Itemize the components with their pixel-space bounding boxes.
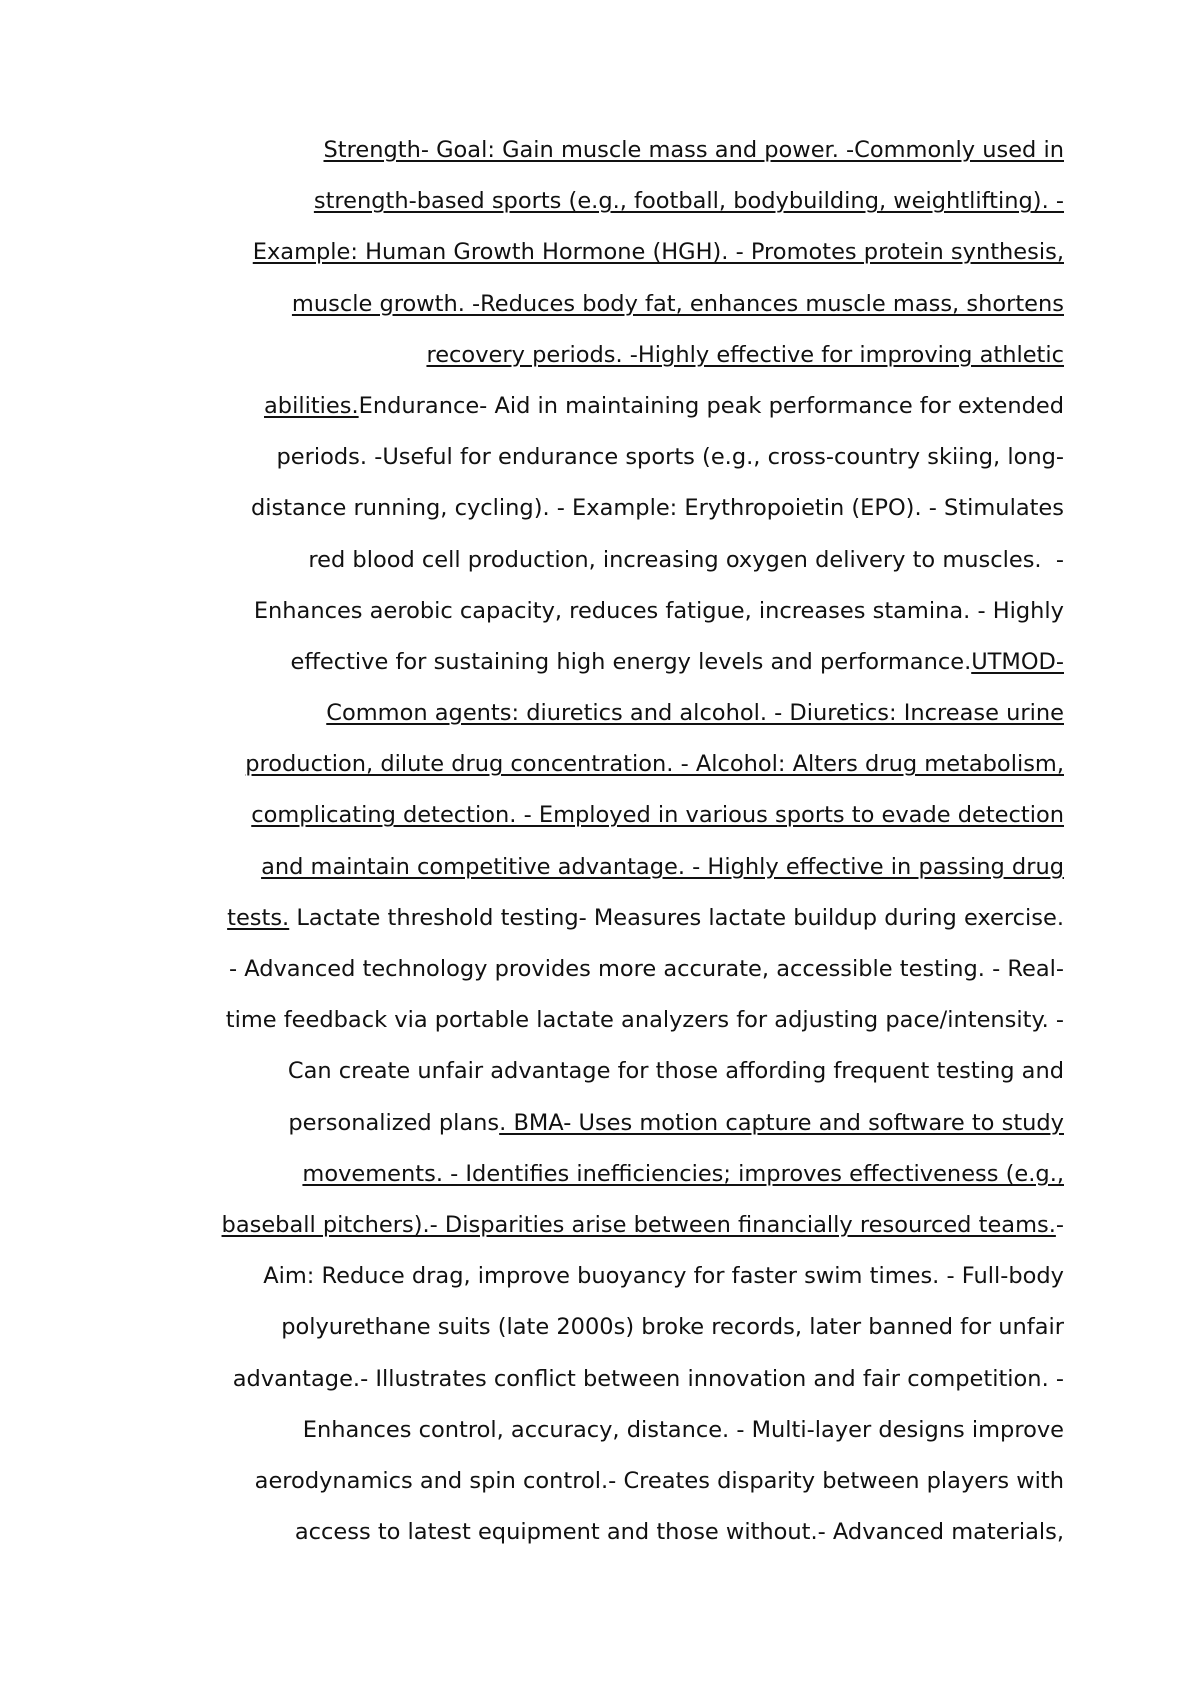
text-run: aerodynamics and spin control.- Creates disparity between players with	[254, 1467, 1064, 1494]
underlined-text: muscle growth. -Reduces body fat, enhances muscle mass, shortens	[291, 290, 1064, 317]
text-line	[140, 1315, 1064, 1366]
text-line	[140, 1469, 1064, 1520]
text-line	[140, 496, 1064, 547]
underlined-text: Common agents: diuretics and alcohol. - Diuretics: Increase urine	[326, 700, 1064, 727]
text-line	[140, 1520, 1064, 1571]
text-run: distance running, cycling). - Example: Erythropoietin (EPO). - Stimulates	[250, 495, 1064, 522]
text-line	[140, 138, 1064, 189]
text-line	[140, 1418, 1064, 1469]
underlined-text: and maintain competitive advantage. - Highly effective in passing drug	[261, 853, 1064, 880]
text-line	[140, 1213, 1064, 1264]
text-line	[140, 240, 1064, 291]
text-line	[140, 906, 1064, 957]
text-run: personalized plans	[288, 1109, 500, 1136]
text-run: Enhances aerobic capacity, reduces fatigue, increases stamina. - Highly	[253, 597, 1064, 624]
text-line	[140, 599, 1064, 650]
underlined-text: production, dilute drug concentration. - Alcohol: Alters drug metabolism,	[245, 751, 1064, 778]
text-run: advantage.- Illustrates conflict between innovation and fair competition. -	[232, 1365, 1064, 1392]
text-line	[140, 701, 1064, 752]
text-line	[140, 803, 1064, 854]
text-line	[140, 1008, 1064, 1059]
text-line	[140, 1264, 1064, 1315]
text-run: time feedback via portable lactate analyzers for adjusting pace/intensity. -	[225, 1007, 1064, 1034]
text-run: red blood cell production, increasing oxygen delivery to muscles. -	[308, 546, 1064, 573]
text-run: Can create unfair advantage for those affording frequent testing and	[287, 1058, 1064, 1085]
text-run: effective for sustaining high energy levels and performance.	[290, 648, 972, 675]
text-line	[140, 394, 1064, 445]
text-run: access to latest equipment and those without.- Advanced materials,	[294, 1519, 1064, 1546]
underlined-text: . BMA- Uses motion capture and software to study	[499, 1109, 1064, 1136]
text-line	[140, 445, 1064, 496]
text-run: Endurance- Aid in maintaining peak performance for extended	[358, 392, 1064, 419]
text-line	[140, 1162, 1064, 1213]
text-line	[140, 752, 1064, 803]
text-line	[140, 343, 1064, 394]
underlined-text: tests.	[227, 904, 290, 931]
text-line	[140, 1111, 1064, 1162]
text-run: polyurethane suits (late 2000s) broke records, later banned for unfair	[281, 1314, 1064, 1341]
underlined-text: Strength- Goal: Gain muscle mass and power. -Commonly used in	[323, 137, 1064, 163]
text-line	[140, 650, 1064, 701]
text-line	[140, 957, 1064, 1008]
text-run: Aim: Reduce drag, improve buoyancy for faster swim times. - Full-body	[263, 1263, 1064, 1290]
text-line	[140, 548, 1064, 599]
underlined-text: Example: Human Growth Hormone (HGH). - Promotes protein synthesis,	[252, 239, 1064, 266]
underlined-text: abilities.	[264, 392, 359, 419]
text-line	[140, 855, 1064, 906]
underlined-text: movements. - Identifies inefficiencies; improves effectiveness (e.g.,	[302, 1160, 1064, 1187]
body-text	[140, 138, 1064, 1571]
underlined-text: recovery periods. -Highly effective for improving athletic	[426, 341, 1064, 368]
text-line	[140, 1367, 1064, 1418]
underlined-text: complicating detection. - Employed in various sports to evade detection	[251, 802, 1064, 829]
text-run: Lactate threshold testing- Measures lactate buildup during exercise.	[289, 904, 1064, 931]
text-line	[140, 1059, 1064, 1110]
text-run: periods. -Useful for endurance sports (e.g., cross-country skiing, long-	[276, 444, 1064, 471]
underlined-text: strength-based sports (e.g., football, bodybuilding, weightlifting). -	[313, 188, 1064, 215]
text-line	[140, 292, 1064, 343]
text-run: - Advanced technology provides more accurate, accessible testing. - Real-	[228, 956, 1064, 982]
text-run: Enhances control, accuracy, distance. - Multi-layer designs improve	[302, 1416, 1064, 1443]
text-line	[140, 189, 1064, 240]
underlined-text: UTMOD-	[971, 648, 1064, 675]
underlined-text: baseball pitchers).- Disparities arise between financially resourced teams.	[221, 1211, 1056, 1238]
text-run: -	[1055, 1211, 1064, 1238]
